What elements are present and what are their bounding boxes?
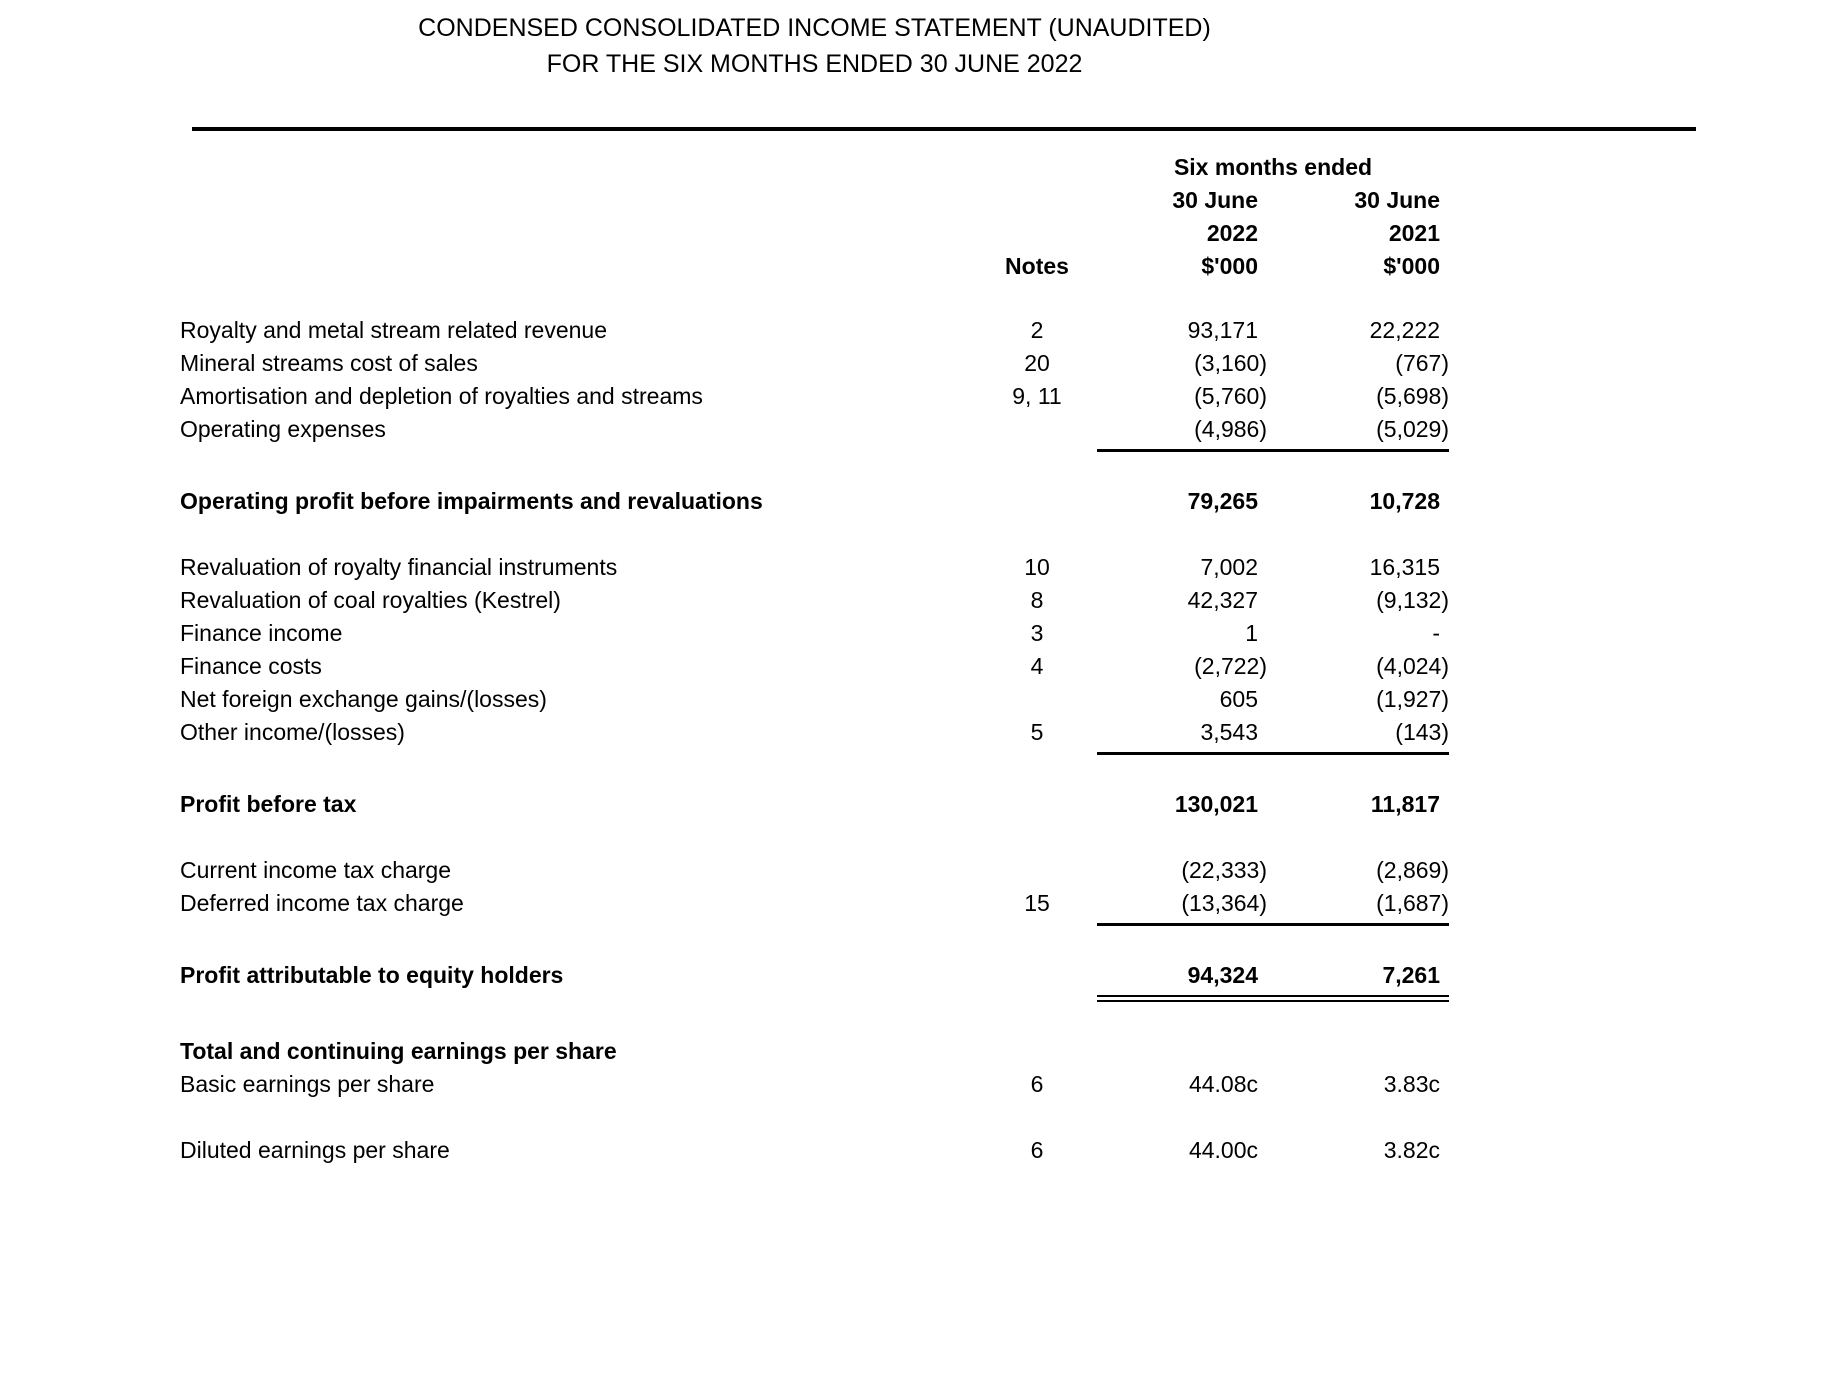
document-title-line1: CONDENSED CONSOLIDATED INCOME STATEMENT (UNAUDITED) xyxy=(418,14,1211,42)
table-row xyxy=(180,347,1449,380)
period-header: Six months ended xyxy=(1173,154,1373,180)
row-label: Amortisation and depletion of royalties and streams xyxy=(180,383,703,409)
col-2021-year-cell xyxy=(1267,217,1449,250)
year-header-row xyxy=(180,217,1449,250)
row-value-2021: (9,132) xyxy=(1376,587,1449,613)
row-label: Profit before tax xyxy=(180,791,357,817)
date-header-row xyxy=(180,184,1449,217)
table-row xyxy=(180,716,1449,755)
row-label: Diluted earnings per share xyxy=(180,1137,450,1163)
col-2022-year: 2022 xyxy=(1206,220,1258,246)
table-row xyxy=(180,788,1449,821)
table-row xyxy=(180,551,1449,584)
row-note: 15 xyxy=(1024,890,1050,916)
table-row xyxy=(180,314,1449,347)
table-rows xyxy=(180,314,1449,1167)
row-label: Revaluation of royalty financial instruments xyxy=(180,554,618,580)
row-value-2022: 93,171 xyxy=(1187,317,1258,343)
row-value-2021: (4,024) xyxy=(1376,653,1449,679)
title-divider-rule xyxy=(192,127,1696,131)
units-header-row xyxy=(180,250,1449,283)
row-value-2021: 10,728 xyxy=(1369,488,1440,514)
row-note: 8 xyxy=(1030,587,1044,613)
row-label: Total and continuing earnings per share xyxy=(180,1038,617,1064)
col-2021-unit: $'000 xyxy=(1383,253,1440,279)
table-row xyxy=(180,1068,1449,1101)
row-value-2021: - xyxy=(1432,620,1440,646)
row-value-2021: 3.82c xyxy=(1383,1137,1440,1163)
row-label: Royalty and metal stream related revenue xyxy=(180,317,607,343)
row-value-2022: 94,324 xyxy=(1097,959,1267,1002)
row-label: Other income/(losses) xyxy=(180,719,405,745)
col-2021-date: 30 June xyxy=(1354,187,1440,213)
table-row xyxy=(180,485,1449,518)
col-2022-unit: $'000 xyxy=(1201,253,1258,279)
row-value-2022: 3,543 xyxy=(1097,716,1267,755)
row-value-2021: (2,869) xyxy=(1376,857,1449,883)
document-title-line2: FOR THE SIX MONTHS ENDED 30 JUNE 2022 xyxy=(546,50,1083,78)
row-value-2021: 11,817 xyxy=(1370,791,1440,817)
row-note: 6 xyxy=(1030,1137,1044,1163)
table-row xyxy=(180,1134,1449,1167)
document-title xyxy=(180,0,1449,82)
row-label: Current income tax charge xyxy=(180,857,452,883)
row-value-2021: 7,261 xyxy=(1267,959,1449,1002)
table-row xyxy=(180,683,1449,716)
row-value-2022: (22,333) xyxy=(1181,857,1267,883)
row-value-2021: (1,687) xyxy=(1267,887,1449,926)
row-value-2021: 3.83c xyxy=(1383,1071,1440,1097)
row-value-2022: (3,160) xyxy=(1194,350,1267,376)
row-value-2021: (1,927) xyxy=(1376,686,1449,712)
row-value-2022: (2,722) xyxy=(1194,653,1267,679)
row-label: Mineral streams cost of sales xyxy=(180,350,478,376)
col-2022-date-cell xyxy=(1097,184,1267,217)
col-2022-unit-cell xyxy=(1097,250,1267,283)
row-value-2021: (143) xyxy=(1267,716,1449,755)
row-value-2021: (5,698) xyxy=(1376,383,1449,409)
table-row xyxy=(180,617,1449,650)
row-value-2022: 7,002 xyxy=(1200,554,1258,580)
row-value-2022: 605 xyxy=(1219,686,1258,712)
row-label: Deferred income tax charge xyxy=(180,890,464,916)
row-value-2021: (767) xyxy=(1395,350,1449,376)
row-note: 9, 11 xyxy=(1012,383,1062,409)
row-value-2022: (13,364) xyxy=(1097,887,1267,926)
row-value-2022: 130,021 xyxy=(1174,791,1258,817)
row-label: Profit attributable to equity holders xyxy=(180,962,564,988)
row-note: 20 xyxy=(1024,350,1050,376)
col-2021-date-cell xyxy=(1267,184,1449,217)
row-note: 6 xyxy=(1030,1071,1044,1097)
row-note: 2 xyxy=(1030,317,1044,343)
table-row xyxy=(180,1035,1449,1068)
row-label: Operating expenses xyxy=(180,416,386,442)
period-header-row xyxy=(180,151,1449,184)
row-label: Net foreign exchange gains/(losses) xyxy=(180,686,547,712)
table-row xyxy=(180,959,1449,1002)
table-row xyxy=(180,650,1449,683)
income-statement-table xyxy=(180,151,1449,1167)
row-note: 3 xyxy=(1030,620,1044,646)
table-row xyxy=(180,413,1449,452)
row-label: Operating profit before impairments and revaluations xyxy=(180,488,763,514)
row-value-2022: 42,327 xyxy=(1187,587,1258,613)
row-note: 10 xyxy=(1024,554,1050,580)
col-2022-year-cell xyxy=(1097,217,1267,250)
row-note: 5 xyxy=(1030,719,1044,745)
row-value-2022: 79,265 xyxy=(1187,488,1258,514)
row-value-2022: 1 xyxy=(1245,620,1258,646)
row-value-2021: (5,029) xyxy=(1267,413,1449,452)
row-label: Finance income xyxy=(180,620,343,646)
row-label: Basic earnings per share xyxy=(180,1071,435,1097)
row-value-2021: 16,315 xyxy=(1369,554,1440,580)
table-row xyxy=(180,887,1449,926)
col-2022-date: 30 June xyxy=(1172,187,1258,213)
table-row xyxy=(180,854,1449,887)
row-note: 4 xyxy=(1030,653,1044,679)
row-value-2022: (5,760) xyxy=(1194,383,1267,409)
row-value-2022: (4,986) xyxy=(1097,413,1267,452)
row-value-2021: 22,222 xyxy=(1369,317,1440,343)
col-2021-unit-cell xyxy=(1267,250,1449,283)
row-value-2021 xyxy=(1267,1035,1449,1068)
row-value-2022: 44.08c xyxy=(1188,1071,1258,1097)
row-value-2022: 44.00c xyxy=(1188,1137,1258,1163)
col-2021-year: 2021 xyxy=(1388,220,1440,246)
notes-column-header: Notes xyxy=(1005,253,1069,279)
row-label: Finance costs xyxy=(180,653,322,679)
table-row xyxy=(180,584,1449,617)
row-label: Revaluation of coal royalties (Kestrel) xyxy=(180,587,561,613)
row-value-2022 xyxy=(1097,1035,1267,1068)
table-row xyxy=(180,380,1449,413)
